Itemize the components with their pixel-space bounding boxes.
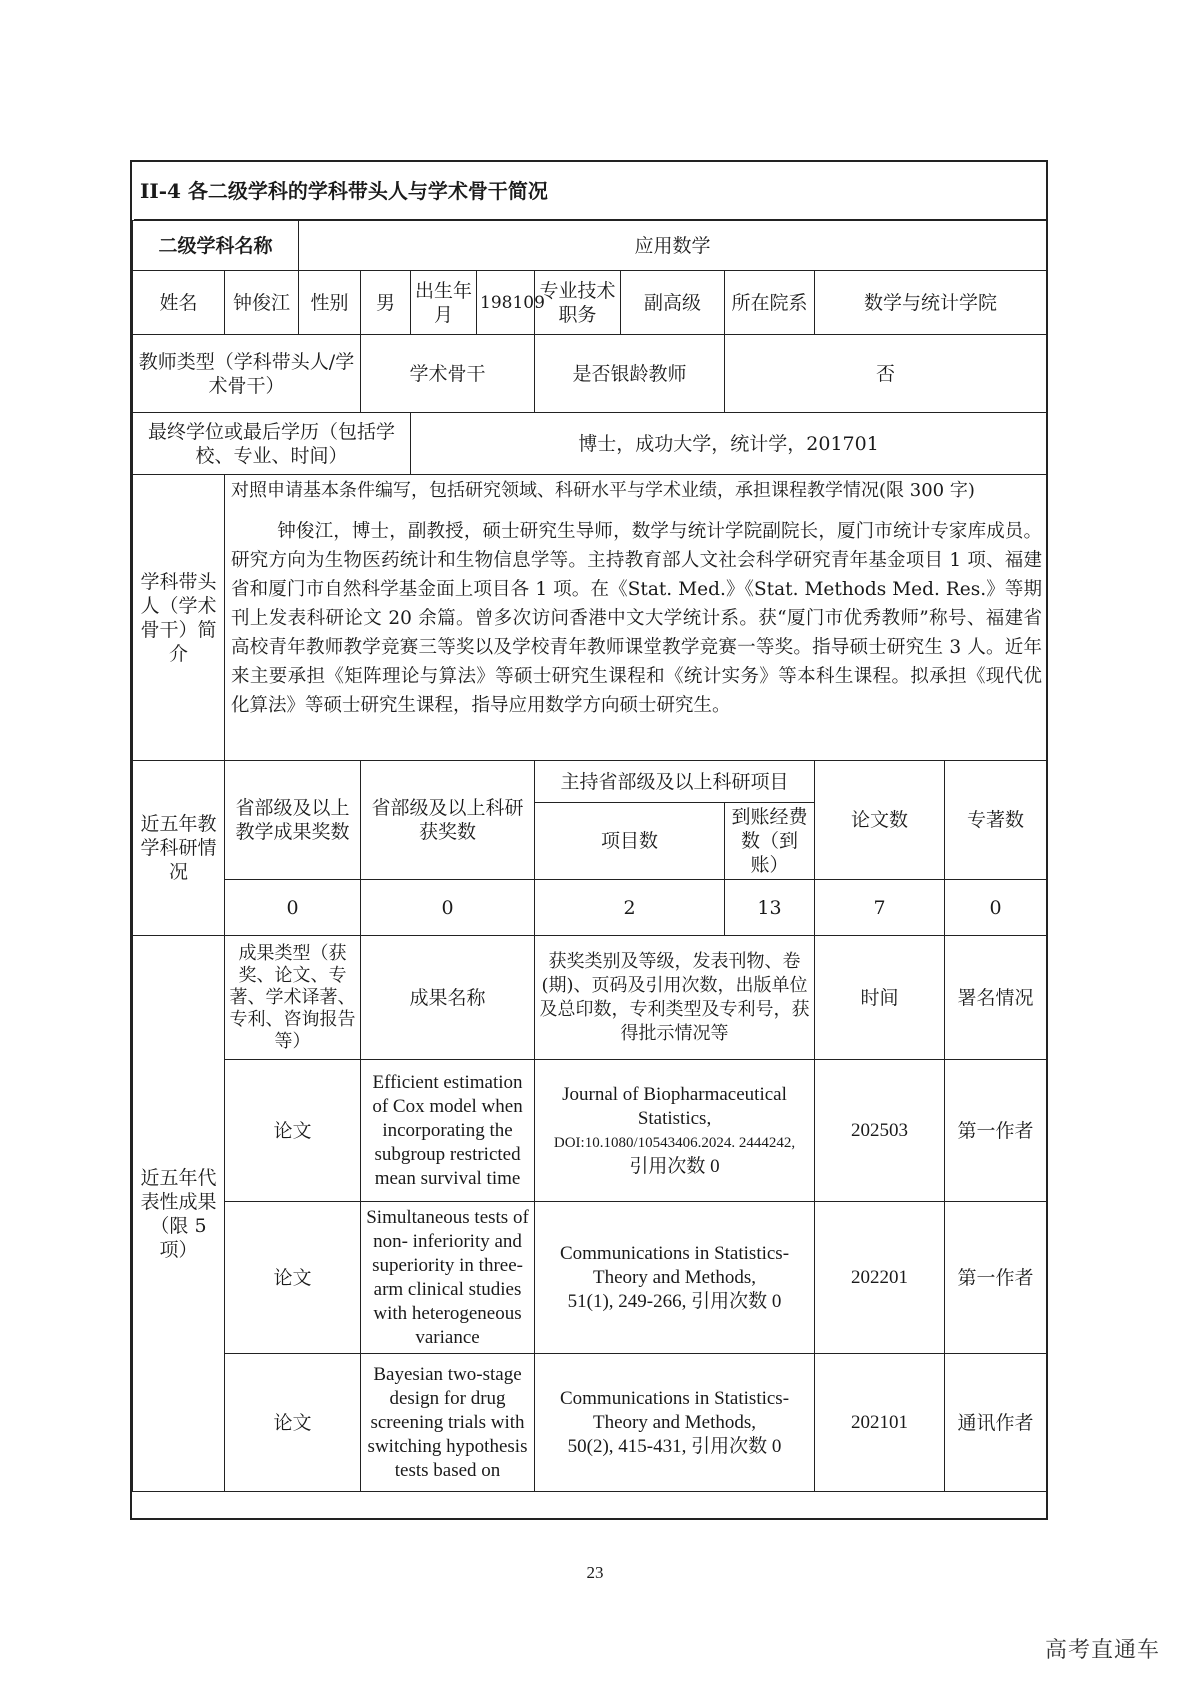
research-award-value: 0 — [361, 880, 535, 936]
achievement-sign: 第一作者 — [945, 1060, 1047, 1202]
teaching-award-header: 省部级及以上教学成果奖数 — [225, 761, 361, 880]
degree-value: 博士，成功大学，统计学，201701 — [411, 413, 1047, 475]
achievements-header-row — [133, 936, 1047, 1060]
section-title: II-4 各二级学科的学科带头人与学术骨干简况 — [134, 162, 1048, 220]
title-value: 副高级 — [621, 271, 725, 335]
teaching-award-value: 0 — [225, 880, 361, 936]
detail-header: 获奖类别及等级，发表刊物、卷(期)、页码及引用次数，出版单位及总印数，专利类型及专利号，获得批示情况等 — [535, 936, 815, 1060]
achievement-row — [133, 1060, 1047, 1202]
research-values-row — [133, 880, 1047, 936]
bio-row — [133, 475, 1047, 761]
dept-value: 数学与统计学院 — [815, 271, 1047, 335]
senior-teacher-value: 否 — [725, 335, 1047, 413]
subject-label: 二级学科名称 — [133, 221, 299, 271]
detail-journal: Journal of Biopharmaceutical Statistics, — [562, 1083, 787, 1129]
bio-instruction: 对照申请基本条件编写，包括研究领域、科研水平与学术业绩，承担课程教学情况(限 300 字) — [231, 480, 975, 501]
funding-value: 13 — [725, 880, 815, 936]
achievement-time: 202503 — [815, 1060, 945, 1202]
detail-volume: 51(1), 249-266, — [567, 1290, 687, 1312]
achievement-type: 论文 — [225, 1202, 361, 1354]
name-header: 成果名称 — [361, 936, 535, 1060]
achievement-name: Efficient estimation of Cox model when incorporating the subgroup restricted mean survival time — [361, 1060, 535, 1202]
achievement-detail — [535, 1354, 815, 1492]
subject-value: 应用数学 — [299, 221, 1047, 271]
achievement-name: Simultaneous tests of non- inferiority and superiority in three-arm clinical studies with heterogeneous variance — [361, 1202, 535, 1354]
papers-value: 7 — [815, 880, 945, 936]
achievement-detail — [535, 1060, 815, 1202]
books-value: 0 — [945, 880, 1047, 936]
achievement-sign: 第一作者 — [945, 1202, 1047, 1354]
achievement-name: Bayesian two-stage design for drug screening trials with switching hypothesis tests based on — [361, 1354, 535, 1492]
funding-header: 到账经费数（到账） — [725, 803, 815, 880]
research-label: 近五年教学科研情况 — [133, 761, 225, 936]
bio-content — [225, 475, 1047, 761]
achievements-label: 近五年代表性成果（限 5 项） — [133, 936, 225, 1492]
degree-row — [133, 413, 1047, 475]
project-count-header: 项目数 — [535, 803, 725, 880]
achievement-row — [133, 1354, 1047, 1492]
bio-text: 钟俊江，博士，副教授，硕士研究生导师，数学与统计学院副院长，厦门市统计专家库成员。研究方向为生物医药统计和生物信息学等。主持教育部人文社会科学研究青年基金项目 1 项、福建省和厦门市自然科学基金面上项目各 1 项。在《Stat. Med.》《Stat. Methods Med. Res.》等期刊上发表科研论文 20 余篇。曾多次访问香港中文大学统计系。获“厦门市优秀教师”称号、福建省高校青年教师教学竞赛三等奖以及学校青年教师课堂教学竞赛一等奖。指导硕士研究生 3 人。近年来主要承担《矩阵理论与算法》等硕士研究生课程和《统计实务》等本科生课程。拟承担《现代优化算法》等硕士研究生课程，指导应用数学方向硕士研究生。 — [231, 521, 1043, 716]
title-label: 专业技术职务 — [535, 271, 621, 335]
achievement-row — [133, 1202, 1047, 1354]
gender-value: 男 — [361, 271, 411, 335]
type-header: 成果类型（获奖、论文、专著、学术译著、专利、咨询报告等） — [225, 936, 361, 1060]
detail-citations: 引用次数 0 — [691, 1435, 782, 1457]
achievement-type: 论文 — [225, 1354, 361, 1492]
detail-volume: 50(2), 415-431, — [567, 1435, 687, 1457]
detail-citations: 引用次数 0 — [629, 1155, 720, 1177]
research-header-row-1 — [133, 761, 1047, 803]
achievement-detail — [535, 1202, 815, 1354]
project-count-value: 2 — [535, 880, 725, 936]
achievement-sign: 通讯作者 — [945, 1354, 1047, 1492]
research-award-header: 省部级及以上科研获奖数 — [361, 761, 535, 880]
achievement-type: 论文 — [225, 1060, 361, 1202]
gender-label: 性别 — [299, 271, 361, 335]
projects-group-header: 主持省部级及以上科研项目 — [535, 761, 815, 803]
degree-label: 最终学位或最后学历（包括学校、专业、时间） — [133, 413, 411, 475]
dept-label: 所在院系 — [725, 271, 815, 335]
subject-row — [133, 221, 1047, 271]
detail-journal: Communications in Statistics-Theory and Methods, — [559, 1387, 790, 1433]
name-value: 钟俊江 — [225, 271, 299, 335]
teacher-type-row — [133, 335, 1047, 413]
watermark-text: 高考直通车 — [1044, 1638, 1160, 1663]
books-header: 专著数 — [945, 761, 1047, 880]
name-label: 姓名 — [133, 271, 225, 335]
papers-header: 论文数 — [815, 761, 945, 880]
page-number: 23 — [586, 1563, 604, 1582]
detail-citations: 引用次数 0 — [691, 1290, 782, 1312]
form-table — [132, 220, 1047, 1492]
form-frame — [130, 160, 1048, 1520]
detail-journal: Communications in Statistics-Theory and Methods, — [559, 1242, 790, 1288]
person-row — [133, 271, 1047, 335]
bio-label: 学科带头人（学术骨干）简介 — [133, 475, 225, 761]
time-header: 时间 — [815, 936, 945, 1060]
birth-value: 198109 — [477, 271, 535, 335]
senior-teacher-label: 是否银龄教师 — [535, 335, 725, 413]
achievement-time: 202201 — [815, 1202, 945, 1354]
sign-header: 署名情况 — [945, 936, 1047, 1060]
achievement-time: 202101 — [815, 1354, 945, 1492]
detail-volume: DOI:10.1080/10543406.2024. 2444242, — [553, 1134, 796, 1151]
teacher-type-label: 教师类型（学科带头人/学术骨干） — [133, 335, 361, 413]
birth-label: 出生年月 — [411, 271, 477, 335]
teacher-type-value: 学术骨干 — [361, 335, 535, 413]
